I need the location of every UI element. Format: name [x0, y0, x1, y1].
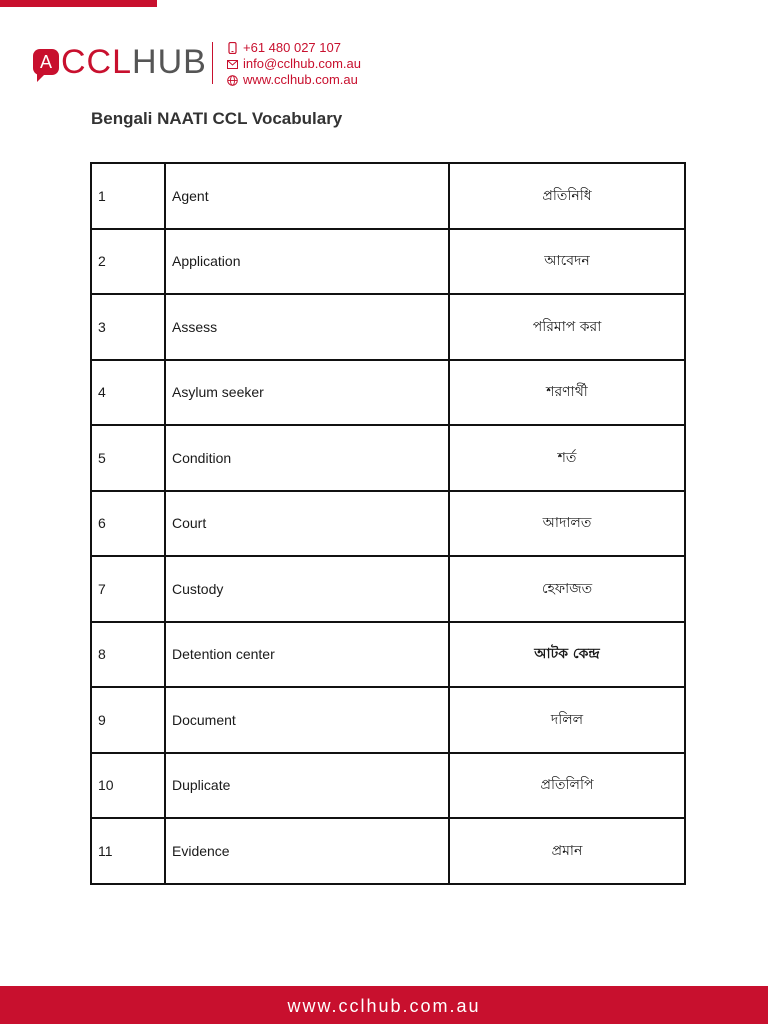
logo-divider	[212, 42, 213, 84]
top-accent-bar	[0, 0, 157, 7]
document-title: Bengali NAATI CCL Vocabulary	[91, 109, 343, 128]
bengali-term: শর্ত	[449, 425, 685, 491]
contact-email	[226, 56, 361, 72]
vocabulary-table	[90, 162, 686, 885]
globe-icon	[226, 74, 238, 86]
email-link[interactable]: info@cclhub.com.au	[243, 56, 361, 71]
contact-phone	[226, 40, 361, 56]
english-term: Agent	[165, 163, 449, 229]
table-row	[91, 229, 685, 295]
website-link[interactable]: www.cclhub.com.au	[243, 72, 358, 87]
footer-website[interactable]: www.cclhub.com.au	[287, 996, 481, 1016]
table-row	[91, 753, 685, 819]
english-term: Asylum seeker	[165, 360, 449, 426]
row-number: 3	[91, 294, 165, 360]
table-row	[91, 294, 685, 360]
table-row	[91, 818, 685, 884]
english-term: Document	[165, 687, 449, 753]
row-number: 9	[91, 687, 165, 753]
table-row	[91, 622, 685, 688]
table-row	[91, 556, 685, 622]
bengali-term: শরণার্থী	[449, 360, 685, 426]
english-term: Evidence	[165, 818, 449, 884]
bengali-term: পরিমাপ করা	[449, 294, 685, 360]
row-number: 8	[91, 622, 165, 688]
contact-info	[226, 40, 361, 88]
bengali-term: আবেদন	[449, 229, 685, 295]
bengali-term: দলিল	[449, 687, 685, 753]
english-term: Application	[165, 229, 449, 295]
row-number: 1	[91, 163, 165, 229]
table-row	[91, 491, 685, 557]
english-term: Detention center	[165, 622, 449, 688]
table-row	[91, 360, 685, 426]
english-term: Assess	[165, 294, 449, 360]
speech-bubble-icon: A	[33, 49, 59, 75]
phone-number: +61 480 027 107	[243, 40, 341, 55]
row-number: 11	[91, 818, 165, 884]
table-row	[91, 163, 685, 229]
contact-website	[226, 72, 361, 88]
envelope-icon	[226, 58, 238, 70]
row-number: 4	[91, 360, 165, 426]
row-number: 7	[91, 556, 165, 622]
table-row	[91, 687, 685, 753]
row-number: 6	[91, 491, 165, 557]
footer-bar	[0, 986, 768, 1024]
bengali-term: হেফাজত	[449, 556, 685, 622]
table-row	[91, 425, 685, 491]
english-term: Court	[165, 491, 449, 557]
english-term: Duplicate	[165, 753, 449, 819]
logo-hub-text: HUB	[132, 43, 207, 81]
phone-icon	[226, 42, 238, 54]
bengali-term: প্রমান	[449, 818, 685, 884]
bengali-term: আদালত	[449, 491, 685, 557]
row-number: 10	[91, 753, 165, 819]
english-term: Custody	[165, 556, 449, 622]
bengali-term: আটক কেন্দ্র	[449, 622, 685, 688]
row-number: 2	[91, 229, 165, 295]
bengali-term: প্রতিলিপি	[449, 753, 685, 819]
logo-ccl-text: CCL	[61, 43, 133, 81]
row-number: 5	[91, 425, 165, 491]
english-term: Condition	[165, 425, 449, 491]
bengali-term: প্রতিনিধি	[449, 163, 685, 229]
cclhub-logo	[33, 42, 207, 82]
